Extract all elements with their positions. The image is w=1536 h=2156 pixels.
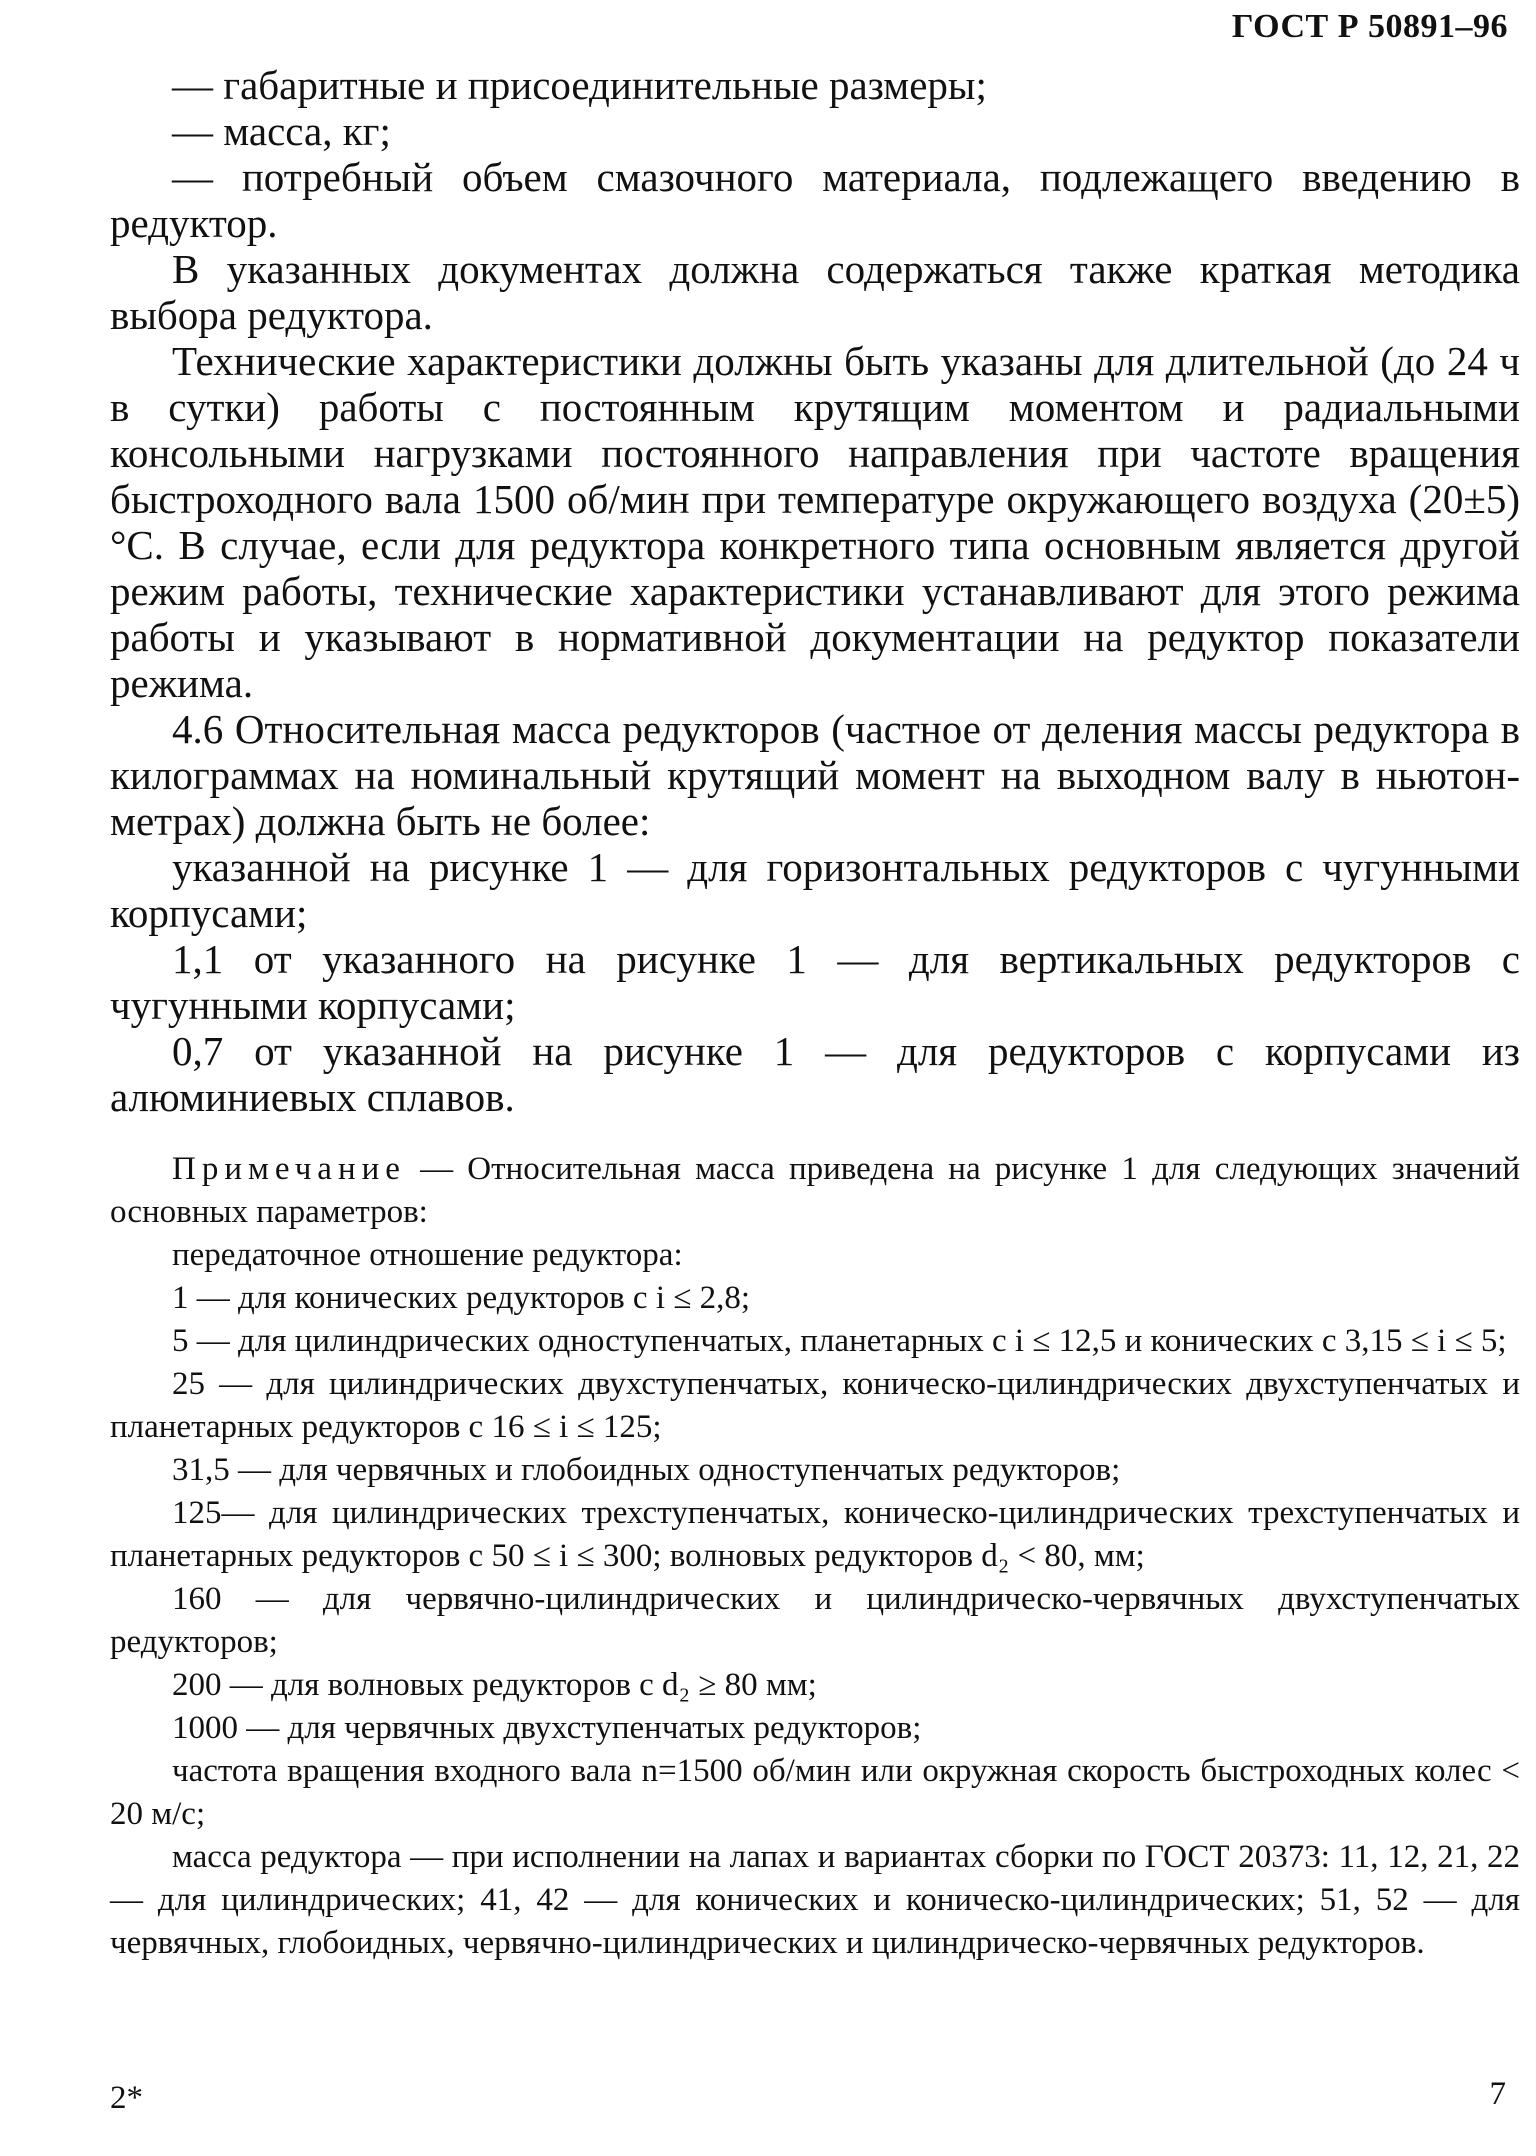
note-line: 1 — для конических редукторов с i ≤ 2,8;	[172, 1280, 751, 1316]
note-line: 31,5 — для червячных и глобоидных одноступенчатых редукторов;	[172, 1452, 1121, 1488]
paragraph-aluminium: 0,7 от указанной на рисунке 1 — для редукторов с корпусами из алюминиевых сплавов.	[110, 1028, 1520, 1120]
note-line: 5 — для цилиндрических одноступенчатых, планетарных с i ≤ 12,5 и конических с 3,15 ≤ i ≤ 5;	[172, 1323, 1507, 1359]
paragraph-lubricant: — потребный объем смазочного материала, подлежащего введению в редуктор.	[110, 154, 1520, 246]
paragraph-method: В указанных документах должна содержаться также краткая методика выбора редуктора.	[110, 246, 1520, 338]
paragraph-section-4-6: 4.6 Относительная масса редукторов (частное от деления массы редуктора в килограммах на номинальный крутящий момент на выходном валу в ньютон-метрах) должна быть не более:	[110, 706, 1520, 844]
main-text	[110, 62, 1520, 1120]
note-line: 125— для цилиндрических трехступенчатых, коническо-цилиндрических трехступенчатых и планетарных редукторов с 50 ≤ i ≤ 300; волновых редукторов d₂ < 80, мм;	[110, 1495, 1520, 1574]
document-header: ГОСТ Р 50891–96	[1231, 8, 1508, 45]
note-block	[110, 1148, 1520, 1965]
paragraph-vertical: 1,1 от указанного на рисунке 1 — для вертикальных редукторов с чугунными корпусами;	[110, 936, 1520, 1028]
paragraph-dimensions: — габаритные и присоединительные размеры;	[172, 62, 987, 108]
note-line: 1000 — для червячных двухступенчатых редукторов;	[172, 1710, 922, 1746]
note-intro: — Относительная масса приведена на рисунке 1 для следующих значений основных параметров:	[110, 1151, 1520, 1230]
signature-mark: 2*	[110, 2080, 143, 2116]
note-line: 160 — для червячно-цилиндрических и цилиндрическо-червячных двухступенчатых редукторов;	[110, 1581, 1520, 1660]
note-line: частота вращения входного вала n=1500 об/мин или окружная скорость быстроходных колес < 20 м/с;	[110, 1753, 1520, 1832]
paragraph-horizontal: указанной на рисунке 1 — для горизонтальных редукторов с чугунными корпусами;	[110, 844, 1520, 936]
paragraph-mass: — масса, кг;	[172, 108, 391, 154]
note-line: 200 — для волновых редукторов с d₂ ≥ 80 мм;	[172, 1667, 817, 1703]
note-intro-line	[110, 1148, 1520, 1234]
note-label: Примечание	[172, 1151, 406, 1187]
paragraph-technical-characteristics: Технические характеристики должны быть указаны для длительной (до 24 ч в сутки) работы с постоянным крутящим моментом и радиальными консольными нагрузками постоянного направления при частоте вращения быстроходного вала 1500 об/мин при температуре окружающего воздуха (20±5) °С. В случае, если для редуктора конкретного типа основным является другой режим работы, технические характеристики устанавливают для этого режима работы и указывают в нормативной документации на редуктор показатели режима.	[110, 338, 1520, 706]
note-line: масса редуктора — при исполнении на лапах и вариантах сборки по ГОСТ 20373: 11, 12, 21, 22 — для цилиндрических; 41, 42 — для конических и коническо-цилиндрических; 51, 52 — для червячных, глобоидных, червячно-цилиндрических и цилиндрическо-червячных редукторов.	[110, 1839, 1520, 1961]
note-line: передаточное отношение редуктора:	[172, 1237, 683, 1273]
page-number: 7	[1489, 2076, 1506, 2112]
note-line: 25 — для цилиндрических двухступенчатых, коническо-цилиндрических двухступенчатых и планетарных редукторов с 16 ≤ i ≤ 125;	[110, 1366, 1520, 1445]
